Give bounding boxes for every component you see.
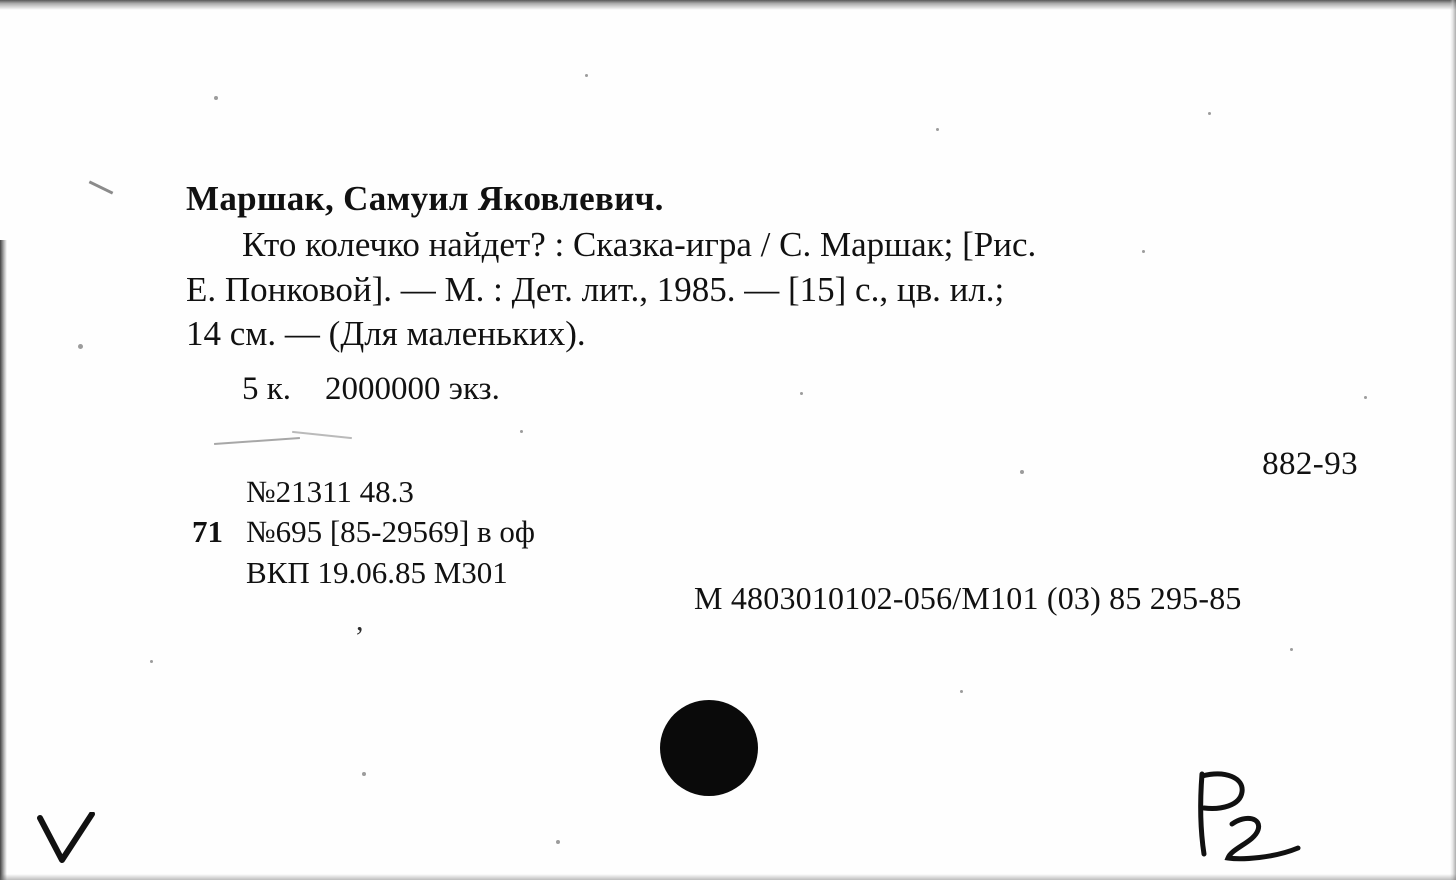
price-and-printrun (186, 371, 1376, 408)
scan-speck (78, 344, 83, 349)
imprint-code: М 4803010102-056/М101 (03) 85 295-85 (694, 580, 1242, 616)
stray-pencil-stroke (214, 437, 300, 445)
scan-speck (362, 772, 366, 776)
scan-speck (585, 74, 588, 77)
title-statement (186, 223, 1376, 356)
bibliographic-entry (186, 178, 1376, 408)
acquisition-block (192, 472, 535, 593)
scan-speck (1020, 470, 1024, 474)
ink-blot-mark (660, 700, 758, 796)
reference-number: 882-93 (1262, 446, 1358, 482)
stray-ink-comma: , (356, 604, 364, 637)
title-line-1 (186, 223, 1376, 267)
acquisition-line-3-text: ВКП 19.06.85 М301 (246, 554, 508, 590)
card-edge-right (1450, 0, 1456, 880)
scan-speck (1208, 112, 1211, 115)
scan-speck (960, 690, 963, 693)
acquisition-line-1-text: №21311 48.3 (246, 474, 414, 509)
card-edge-top (0, 0, 1456, 10)
scan-speck (1290, 648, 1293, 651)
card-edge-left (0, 240, 7, 880)
scan-speck (556, 840, 560, 844)
acquisition-prefix: 71 (192, 514, 223, 550)
card-edge-bottom (0, 874, 1456, 880)
title-line-2: Е. Понковой]. — М. : Дет. лит., 1985. — [15] с., цв. ил.; (186, 269, 1005, 309)
check-mark-icon (36, 812, 96, 868)
acquisition-line-2-text: №695 [85-29569] в оф (246, 514, 536, 550)
print-run-value: 2000000 экз. (325, 370, 500, 407)
author-heading: Маршак, Самуил Яковлевич. (186, 179, 664, 218)
title-line-1-text: Кто колечко найдет? : Сказка-игра / С. Маршак; [Рис. (242, 225, 1037, 265)
scan-speck (520, 430, 523, 433)
scan-speck (214, 96, 218, 100)
handwritten-initials-icon (1188, 770, 1318, 870)
stray-pencil-stroke (292, 431, 352, 439)
price-value: 5 к. (242, 370, 292, 407)
acquisition-line-1 (192, 472, 535, 512)
scan-speck (936, 128, 939, 131)
stray-pencil-stroke (89, 180, 114, 194)
scan-speck (150, 660, 153, 663)
title-line-3: 14 см. — (Для маленьких). (186, 314, 586, 354)
acquisition-line-3 (192, 553, 535, 593)
acquisition-line-2 (192, 512, 535, 552)
